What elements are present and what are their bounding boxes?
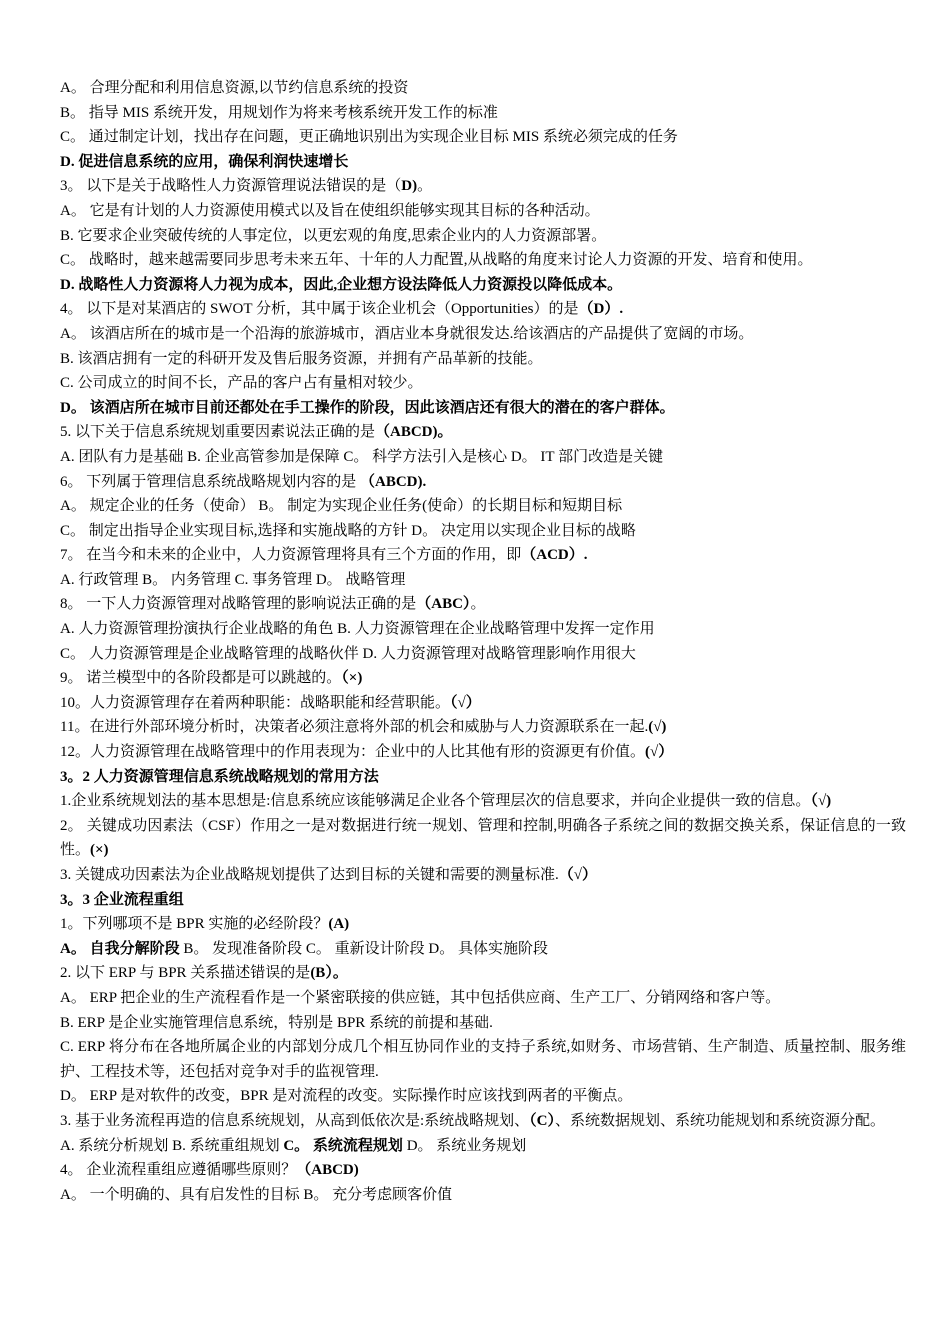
question-10: 10。人力资源管理存在着两种职能：战略职能和经营职能。（√）: [60, 694, 481, 711]
question-3-2-2: 2。 关键成功因素法（CSF）作用之一是对数据进行统一规划、管理和控制,明确各子系统之间的数据交换关系，保证信息的一致性。(×): [60, 817, 906, 859]
answer-key: (×): [90, 842, 109, 859]
question-3-3-3: 3. 基于业务流程再造的信息系统规划，从高到低依次是:系统战略规划、（C）、系统数据规划、系统功能规划和系统资源分配。: [60, 1112, 886, 1129]
question-9: 9。 诺兰模型中的各阶段都是可以跳越的。（×): [60, 670, 363, 687]
answer-option: A。 自我分解阶段: [60, 940, 180, 957]
options-3-3-4: A。 一个明确的、具有启发性的目标 B。 充分考虑顾客价值: [60, 1186, 453, 1203]
option-b: B. 该酒店拥有一定的科研开发及售后服务资源，并拥有产品革新的技能。: [60, 350, 543, 367]
options-3-3-3: A. 系统分析规划 B. 系统重组规划 C。 系统流程规划 D。 系统业务规划: [60, 1137, 527, 1154]
option-a: A。 它是有计划的人力资源使用模式以及旨在使组织能够实现其目标的各种活动。: [60, 202, 600, 219]
option-c: C. 公司成立的时间不长，产品的客户占有量相对较少。: [60, 375, 423, 392]
answer-key: （C）: [529, 1112, 556, 1129]
question-7: 7。 在当今和未来的企业中，人力资源管理将具有三个方面的作用，即（ACD）.: [60, 547, 588, 564]
answer-key: (√）: [645, 744, 674, 761]
question-3-3-4: 4。 企业流程重组应遵循哪些原则？（ABCD): [60, 1162, 359, 1179]
answer-key: （ABCD).: [360, 473, 427, 490]
options-6-ab: A。 规定企业的任务（使命） B。 制定为实现企业任务(使命）的长期目标和短期目标: [60, 498, 623, 515]
answer-key: （√): [810, 793, 832, 810]
answer-key: （√）: [558, 867, 597, 883]
answer-key: （D）.: [578, 301, 624, 318]
answer-key: D): [401, 178, 418, 195]
answer-key: （ACD）.: [521, 547, 588, 564]
answer-option: C。 系统流程规划: [283, 1137, 403, 1154]
option-d: D。 ERP 是对软件的改变，BPR 是对流程的改变。实际操作时应该找到两者的平衡点。: [60, 1088, 633, 1105]
question-8: 8。 一下人力资源管理对战略管理的影响说法正确的是（ABC）。: [60, 596, 486, 613]
answer-key: （×): [341, 670, 363, 687]
answer-key: （√）: [450, 694, 481, 711]
options-8-ab: A. 人力资源管理扮演执行企业战略的角色 B. 人力资源管理在企业战略管理中发挥一定作用: [60, 621, 655, 638]
section-heading-3-3: 3。3 企业流程重组: [60, 891, 184, 908]
options-3-3-1: A。 自我分解阶段 B。 发现准备阶段 C。 重新设计阶段 D。 具体实施阶段: [60, 940, 548, 957]
option-d-answer: D. 战略性人力资源将人力视为成本，因此,企业想方设法降低人力资源投以降低成本。: [60, 276, 623, 293]
option-d-answer: D。 该酒店所在城市目前还都处在手工操作的阶段，因此该酒店还有很大的潜在的客户群体。: [60, 399, 675, 416]
question-3-2-1: 1.企业系统规划法的基本思想是:信息系统应该能够满足企业各个管理层次的信息要求，并向企业提供一致的信息。（√): [60, 793, 832, 810]
question-3-3-1: 1。下列哪项不是 BPR 实施的必经阶段？(A): [60, 916, 350, 933]
option-a: A。 ERP 把企业的生产流程看作是一个紧密联接的供应链，其中包括供应商、生产工厂、分销网络和客户等。: [60, 989, 781, 1006]
question-11: 11。在进行外部环境分析时，决策者必须注意将外部的机会和威胁与人力资源联系在一起.(√): [60, 719, 667, 736]
answer-key: (A): [328, 916, 350, 933]
question-6: 6。 下列属于管理信息系统战略规划内容的是 （ABCD).: [60, 473, 427, 490]
section-heading-3-2: 3。2 人力资源管理信息系统战略规划的常用方法: [60, 768, 379, 785]
question-3-3-2: 2. 以下 ERP 与 BPR 关系描述错误的是(B）。: [60, 965, 348, 982]
option-b: B. ERP 是企业实施管理信息系统，特别是 BPR 系统的前提和基础.: [60, 1014, 493, 1031]
question-4: 4。 以下是对某酒店的 SWOT 分析，其中属于该企业机会（Opportunities）的是（D）.: [60, 301, 624, 318]
answer-key: （ABCD)。: [375, 424, 453, 441]
option-a: A。 合理分配和利用信息资源,以节约信息系统的投资: [60, 80, 409, 96]
options-8-cd: C。 人力资源管理是企业战略管理的战略伙伴 D. 人力资源管理对战略管理影响作用很大: [60, 645, 636, 662]
option-c: C。 战略时，越来越需要同步思考未来五年、十年的人力配置,从战略的角度来讨论人力资源的开发、培育和使用。: [60, 252, 813, 269]
question-5: 5. 以下关于信息系统规划重要因素说法正确的是（ABCD)。: [60, 424, 453, 441]
question-12: 12。人力资源管理在战略管理中的作用表现为：企业中的人比其他有形的资源更有价值。(√）: [60, 744, 674, 761]
option-c: C。 通过制定计划，找出存在问题，更正确地识别出为实现企业目标 MIS 系统必须完成的任务: [60, 129, 678, 146]
option-c: C. ERP 将分布在各地所属企业的内部划分成几个相互协同作业的支持子系统,如财务、市场营销、生产制造、质量控制、服务维护、工程技术等，还包括对竞争对手的监视管理.: [60, 1039, 906, 1080]
answer-key: （ABCD): [296, 1162, 359, 1179]
question-3: 3。 以下是关于战略性人力资源管理说法错误的是（D)。: [60, 178, 433, 195]
answer-key: （ABC）: [416, 596, 471, 613]
options-7: A. 行政管理 B。 内务管理 C. 事务管理 D。 战略管理: [60, 571, 406, 588]
answer-key: (√): [648, 719, 667, 736]
option-d-answer: D. 促进信息系统的应用，确保利润快速增长: [60, 153, 349, 170]
option-a: A。 该酒店所在的城市是一个沿海的旅游城市，酒店业本身就很发达.给该酒店的产品提供了宽阔的市场。: [60, 325, 754, 342]
question-3-2-3: 3. 关键成功因素法为企业战略规划提供了达到目标的关键和需要的测量标准.（√）: [60, 867, 597, 883]
option-b: B。 指导 MIS 系统开发，用规划作为将来考核系统开发工作的标准: [60, 104, 498, 121]
options-6-cd: C。 制定出指导企业实现目标,选择和实施战略的方针 D。 决定用以实现企业目标的战略: [60, 522, 636, 539]
options-5: A. 团队有力是基础 B. 企业高管参加是保障 C。 科学方法引入是核心 D。 IT 部门改造是关键: [60, 448, 664, 465]
answer-key: (B）。: [310, 965, 348, 982]
option-b: B. 它要求企业突破传统的人事定位，以更宏观的角度,思索企业内的人力资源部署。: [60, 227, 607, 244]
